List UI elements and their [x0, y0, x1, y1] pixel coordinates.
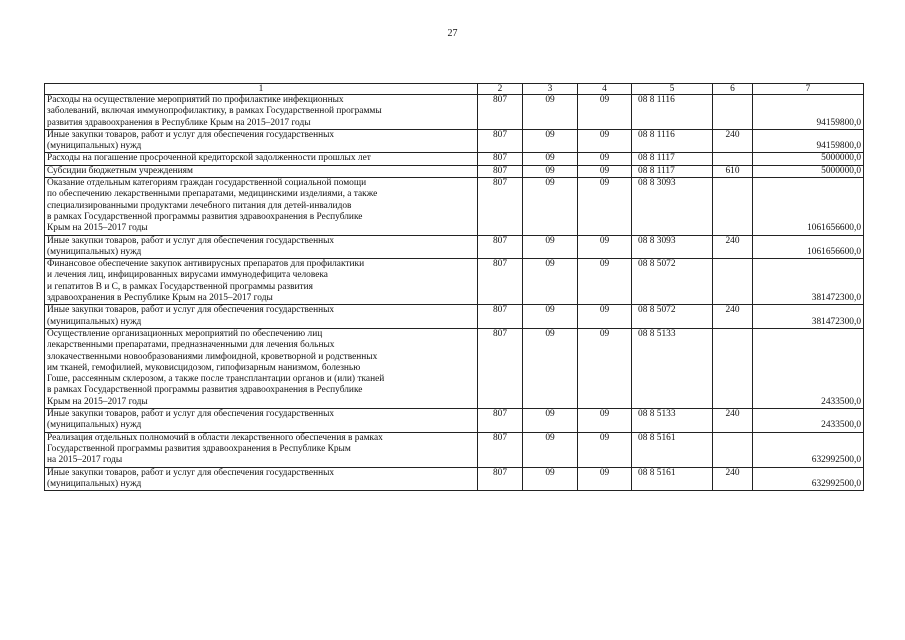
- expense-name-cell: Расходы на погашение просроченной кредиторской задолженности прошлых лет: [45, 153, 478, 165]
- table-row: [45, 305, 864, 329]
- subsection-code-cell: 09: [578, 467, 632, 491]
- expense-type-code-cell: [713, 432, 753, 467]
- chief-manager-code-cell: 807: [478, 328, 523, 408]
- section-code-cell: 09: [523, 409, 578, 433]
- target-article-code-cell: 08 8 1117: [632, 153, 713, 165]
- expense-type-code-cell: [713, 95, 753, 130]
- amount-cell: 94159800,0: [753, 95, 864, 130]
- subsection-code-cell: 09: [578, 235, 632, 259]
- expense-type-code-cell: [713, 328, 753, 408]
- amount-cell: 1061656600,0: [753, 178, 864, 235]
- amount-cell: 632992500,0: [753, 432, 864, 467]
- expense-name-cell: Субсидии бюджетным учреждениям: [45, 165, 478, 177]
- header-cell: 6: [713, 84, 753, 95]
- expense-name-cell: Иные закупки товаров, работ и услуг для обеспечения государственных (муниципальных) нужд: [45, 409, 478, 433]
- amount-cell: 381472300,0: [753, 259, 864, 305]
- subsection-code-cell: 09: [578, 129, 632, 153]
- budget-table: [44, 83, 864, 491]
- target-article-code-cell: 08 8 5072: [632, 305, 713, 329]
- chief-manager-code-cell: 807: [478, 153, 523, 165]
- expense-type-code-cell: 610: [713, 165, 753, 177]
- target-article-code-cell: 08 8 5161: [632, 467, 713, 491]
- table-row: [45, 178, 864, 235]
- target-article-code-cell: 08 8 5133: [632, 409, 713, 433]
- expense-name-cell: Иные закупки товаров, работ и услуг для обеспечения государственных (муниципальных) нужд: [45, 129, 478, 153]
- header-cell: 4: [578, 84, 632, 95]
- table-row: [45, 467, 864, 491]
- chief-manager-code-cell: 807: [478, 432, 523, 467]
- chief-manager-code-cell: 807: [478, 165, 523, 177]
- page-number: 27: [447, 28, 458, 39]
- expense-name-cell: Иные закупки товаров, работ и услуг для обеспечения государственных (муниципальных) нужд: [45, 467, 478, 491]
- chief-manager-code-cell: 807: [478, 178, 523, 235]
- target-article-code-cell: 08 8 3093: [632, 178, 713, 235]
- amount-cell: 2433500,0: [753, 409, 864, 433]
- subsection-code-cell: 09: [578, 409, 632, 433]
- subsection-code-cell: 09: [578, 259, 632, 305]
- subsection-code-cell: 09: [578, 95, 632, 130]
- section-code-cell: 09: [523, 305, 578, 329]
- table-row: [45, 409, 864, 433]
- chief-manager-code-cell: 807: [478, 409, 523, 433]
- subsection-code-cell: 09: [578, 153, 632, 165]
- expense-name-cell: Иные закупки товаров, работ и услуг для обеспечения государственных (муниципальных) нужд: [45, 235, 478, 259]
- expense-type-code-cell: [713, 153, 753, 165]
- target-article-code-cell: 08 8 5133: [632, 328, 713, 408]
- chief-manager-code-cell: 807: [478, 129, 523, 153]
- section-code-cell: 09: [523, 129, 578, 153]
- table-row: [45, 328, 864, 408]
- expense-type-code-cell: 240: [713, 467, 753, 491]
- amount-cell: 94159800,0: [753, 129, 864, 153]
- expense-name-cell: Финансовое обеспечение закупок антивирусных препаратов для профилактики и лечения лиц, инфицированных вирусами иммунодефицита человека и гепатитов В и С, в рамках Государственной программы развития здравоохранения в Республике Крым на 2015–2017 годы: [45, 259, 478, 305]
- section-code-cell: 09: [523, 153, 578, 165]
- chief-manager-code-cell: 807: [478, 467, 523, 491]
- expense-name-cell: Осуществление организационных мероприятий по обеспечению лиц лекарственными препаратами, предназначенными для лечения больных злокачественными новообразованиями лимфоидной, кроветворной и родственных им тканей, гемофилией, муковисцидозом, гипофизарным нанизмом, болезнью Гоше, рассеянным склерозом, а также после трансплантации органов и (или) тканей в рамках Государственной программы развития здравоохранения в Республике Крым на 2015–2017 годы: [45, 328, 478, 408]
- table-row: [45, 235, 864, 259]
- subsection-code-cell: 09: [578, 432, 632, 467]
- table-row: [45, 129, 864, 153]
- section-code-cell: 09: [523, 95, 578, 130]
- chief-manager-code-cell: 807: [478, 95, 523, 130]
- target-article-code-cell: 08 8 1117: [632, 165, 713, 177]
- amount-cell: 2433500,0: [753, 328, 864, 408]
- expense-type-code-cell: 240: [713, 409, 753, 433]
- target-article-code-cell: 08 8 5161: [632, 432, 713, 467]
- chief-manager-code-cell: 807: [478, 305, 523, 329]
- amount-cell: 381472300,0: [753, 305, 864, 329]
- table-row: [45, 165, 864, 177]
- expense-name-cell: Расходы на осуществление мероприятий по профилактике инфекционных заболеваний, включая иммунопрофилактику, в рамках Государственной программы развития здравоохранения в Республике Крым на 2015–2017 годы: [45, 95, 478, 130]
- chief-manager-code-cell: 807: [478, 235, 523, 259]
- subsection-code-cell: 09: [578, 178, 632, 235]
- target-article-code-cell: 08 8 1116: [632, 95, 713, 130]
- expense-type-code-cell: 240: [713, 129, 753, 153]
- header-cell: 7: [753, 84, 864, 95]
- table-row: [45, 95, 864, 130]
- header-cell: 1: [45, 84, 478, 95]
- expense-type-code-cell: [713, 178, 753, 235]
- subsection-code-cell: 09: [578, 328, 632, 408]
- target-article-code-cell: 08 8 3093: [632, 235, 713, 259]
- amount-cell: 5000000,0: [753, 153, 864, 165]
- header-row: [45, 84, 864, 95]
- section-code-cell: 09: [523, 467, 578, 491]
- section-code-cell: 09: [523, 432, 578, 467]
- table-row: [45, 259, 864, 305]
- expense-type-code-cell: [713, 259, 753, 305]
- amount-cell: 632992500,0: [753, 467, 864, 491]
- expense-name-cell: Иные закупки товаров, работ и услуг для обеспечения государственных (муниципальных) нужд: [45, 305, 478, 329]
- header-cell: 5: [632, 84, 713, 95]
- expense-name-cell: Оказание отдельным категориям граждан государственной социальной помощи по обеспечению лекарственными препаратами, медицинскими изделиями, а также специализированными продуктами лечебного питания для детей-инвалидов в рамках Государственной программы развития здравоохранения в Республике Крым на 2015–2017 годы: [45, 178, 478, 235]
- section-code-cell: 09: [523, 178, 578, 235]
- table-row: [45, 432, 864, 467]
- target-article-code-cell: 08 8 5072: [632, 259, 713, 305]
- expense-type-code-cell: 240: [713, 305, 753, 329]
- section-code-cell: 09: [523, 235, 578, 259]
- section-code-cell: 09: [523, 259, 578, 305]
- subsection-code-cell: 09: [578, 165, 632, 177]
- amount-cell: 5000000,0: [753, 165, 864, 177]
- target-article-code-cell: 08 8 1116: [632, 129, 713, 153]
- expense-name-cell: Реализация отдельных полномочий в области лекарственного обеспечения в рамках Государственной программы развития здравоохранения в Республике Крым на 2015–2017 годы: [45, 432, 478, 467]
- chief-manager-code-cell: 807: [478, 259, 523, 305]
- subsection-code-cell: 09: [578, 305, 632, 329]
- header-cell: 3: [523, 84, 578, 95]
- amount-cell: 1061656600,0: [753, 235, 864, 259]
- section-code-cell: 09: [523, 165, 578, 177]
- header-cell: 2: [478, 84, 523, 95]
- table-row: [45, 153, 864, 165]
- section-code-cell: 09: [523, 328, 578, 408]
- expense-type-code-cell: 240: [713, 235, 753, 259]
